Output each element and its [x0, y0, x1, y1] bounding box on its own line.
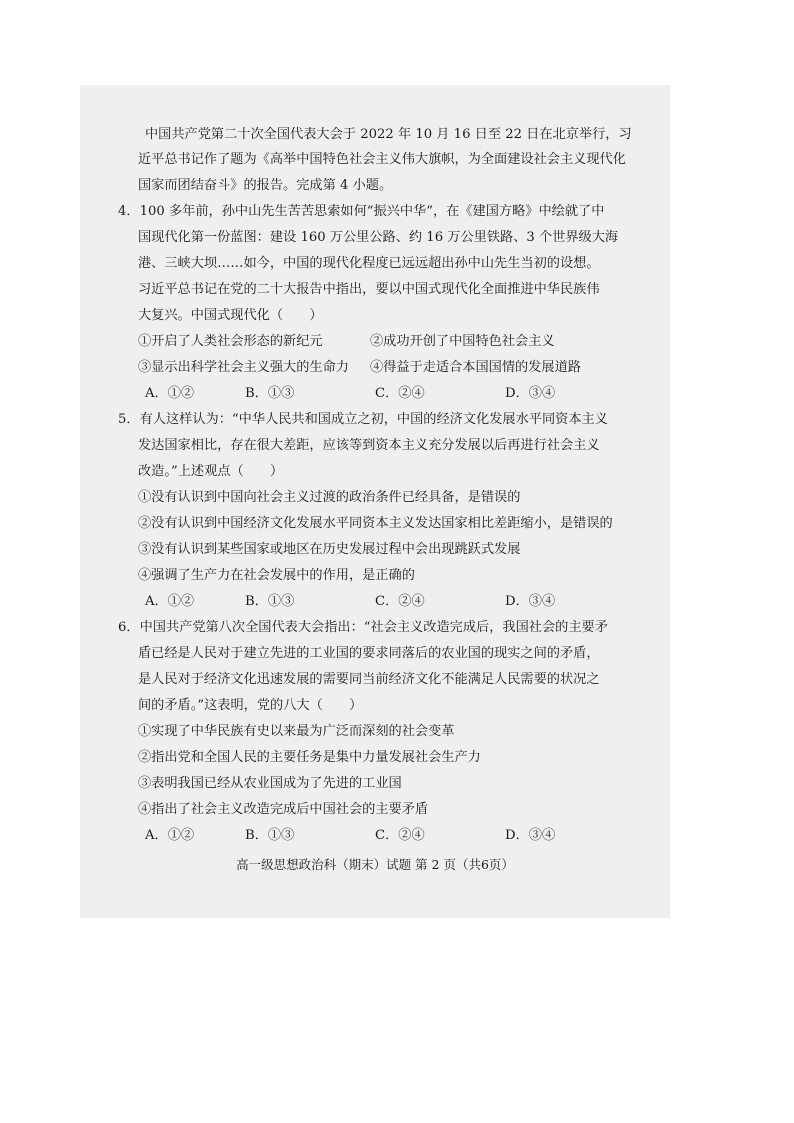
- q4-item: ④得益于走适合本国国情的发展道路: [370, 360, 581, 375]
- q4-choice-d: D．③④: [505, 386, 556, 401]
- q5-item: ①没有认识到中国向社会主义过渡的政治条件已经具备，是错误的: [138, 490, 521, 505]
- q6-choice-b: B．①③: [245, 828, 295, 843]
- intro-line: 中国共产党第二十次全国代表大会于 2022 年 10 月 16 日至 22 日在北京举行，习: [145, 127, 632, 142]
- q5-choice-d: D．③④: [505, 594, 556, 609]
- q6-line: 间的矛盾。”这表明，党的八大（ ）: [138, 698, 363, 713]
- page-footer: 高一级思想政治科（期末）试题 第 2 页（共6页）: [236, 857, 514, 872]
- q6-line: 是人民对于经济文化迅速发展的需要同当前经济文化不能满足人民需要的状况之: [138, 672, 600, 687]
- q6-item: ①实现了中华民族有史以来最为广泛而深刻的社会变革: [138, 724, 455, 739]
- q4-line: 大复兴。中国式现代化（ ）: [138, 308, 323, 323]
- q6-item: ②指出党和全国人民的主要任务是集中力量发展社会生产力: [138, 750, 481, 765]
- q5-choice-a: A．①②: [145, 594, 195, 609]
- q4-item: ①开启了人类社会形态的新纪元: [138, 334, 323, 349]
- q6-choice-d: D．③④: [505, 828, 556, 843]
- q4-item: ②成功开创了中国特色社会主义: [370, 334, 555, 349]
- q5-choice-c: C．②④: [375, 594, 425, 609]
- intro-line: 近平总书记作了题为《高举中国特色社会主义伟大旗帜，为全面建设社会主义现代化: [138, 152, 626, 167]
- q5-line: 发达国家相比，存在很大差距，应该等到资本主义充分发展以后再进行社会主义: [138, 438, 600, 453]
- intro-line: 国家而团结奋斗》的报告。完成第 4 小题。: [138, 178, 393, 193]
- q5-item: ②没有认识到中国经济文化发展水平同资本主义发达国家相比差距缩小，是错误的: [138, 516, 613, 531]
- q4-line: 习近平总书记在党的二十大报告中指出，要以中国式现代化全面推进中华民族伟: [138, 282, 600, 297]
- q6-line: 盾已经是人民对于建立先进的工业国的要求同落后的农业国的现实之间的矛盾，: [138, 646, 600, 661]
- q6-choice-a: A．①②: [145, 828, 195, 843]
- q5-item: ③没有认识到某些国家或地区在历史发展过程中会出现跳跃式发展: [138, 542, 521, 557]
- q4-choice-c: C．②④: [375, 386, 425, 401]
- q4-line: 4．100 多年前，孙中山先生苦苦思索如何“振兴中华”，在《建国方略》中绘就了中: [118, 204, 605, 219]
- q6-choice-c: C．②④: [375, 828, 425, 843]
- q5-choice-b: B．①③: [245, 594, 295, 609]
- q4-line: 港、三峡大坝……如今，中国的现代化程度已远远超出孙中山先生当初的设想。: [138, 256, 600, 271]
- q4-line: 国现代化第一份蓝图：建设 160 万公里公路、约 16 万公里铁路、3 个世界级大海: [138, 230, 619, 245]
- q4-item: ③显示出科学社会主义强大的生命力: [138, 360, 349, 375]
- q5-item: ④强调了生产力在社会发展中的作用，是正确的: [138, 568, 415, 583]
- q5-line: 5．有人这样认为：“中华人民共和国成立之初，中国的经济文化发展水平同资本主义: [118, 412, 608, 427]
- q4-choice-b: B．①③: [245, 386, 295, 401]
- q5-line: 改造。”上述观点（ ）: [138, 464, 284, 479]
- q4-choice-a: A．①②: [145, 386, 195, 401]
- q6-item: ④指出了社会主义改造完成后中国社会的主要矛盾: [138, 802, 429, 817]
- q6-item: ③表明我国已经从农业国成为了先进的工业国: [138, 776, 402, 791]
- exam-page: [80, 85, 670, 918]
- q6-line: 6．中国共产党第八次全国代表大会指出：“社会主义改造完成后，我国社会的主要矛: [118, 620, 608, 635]
